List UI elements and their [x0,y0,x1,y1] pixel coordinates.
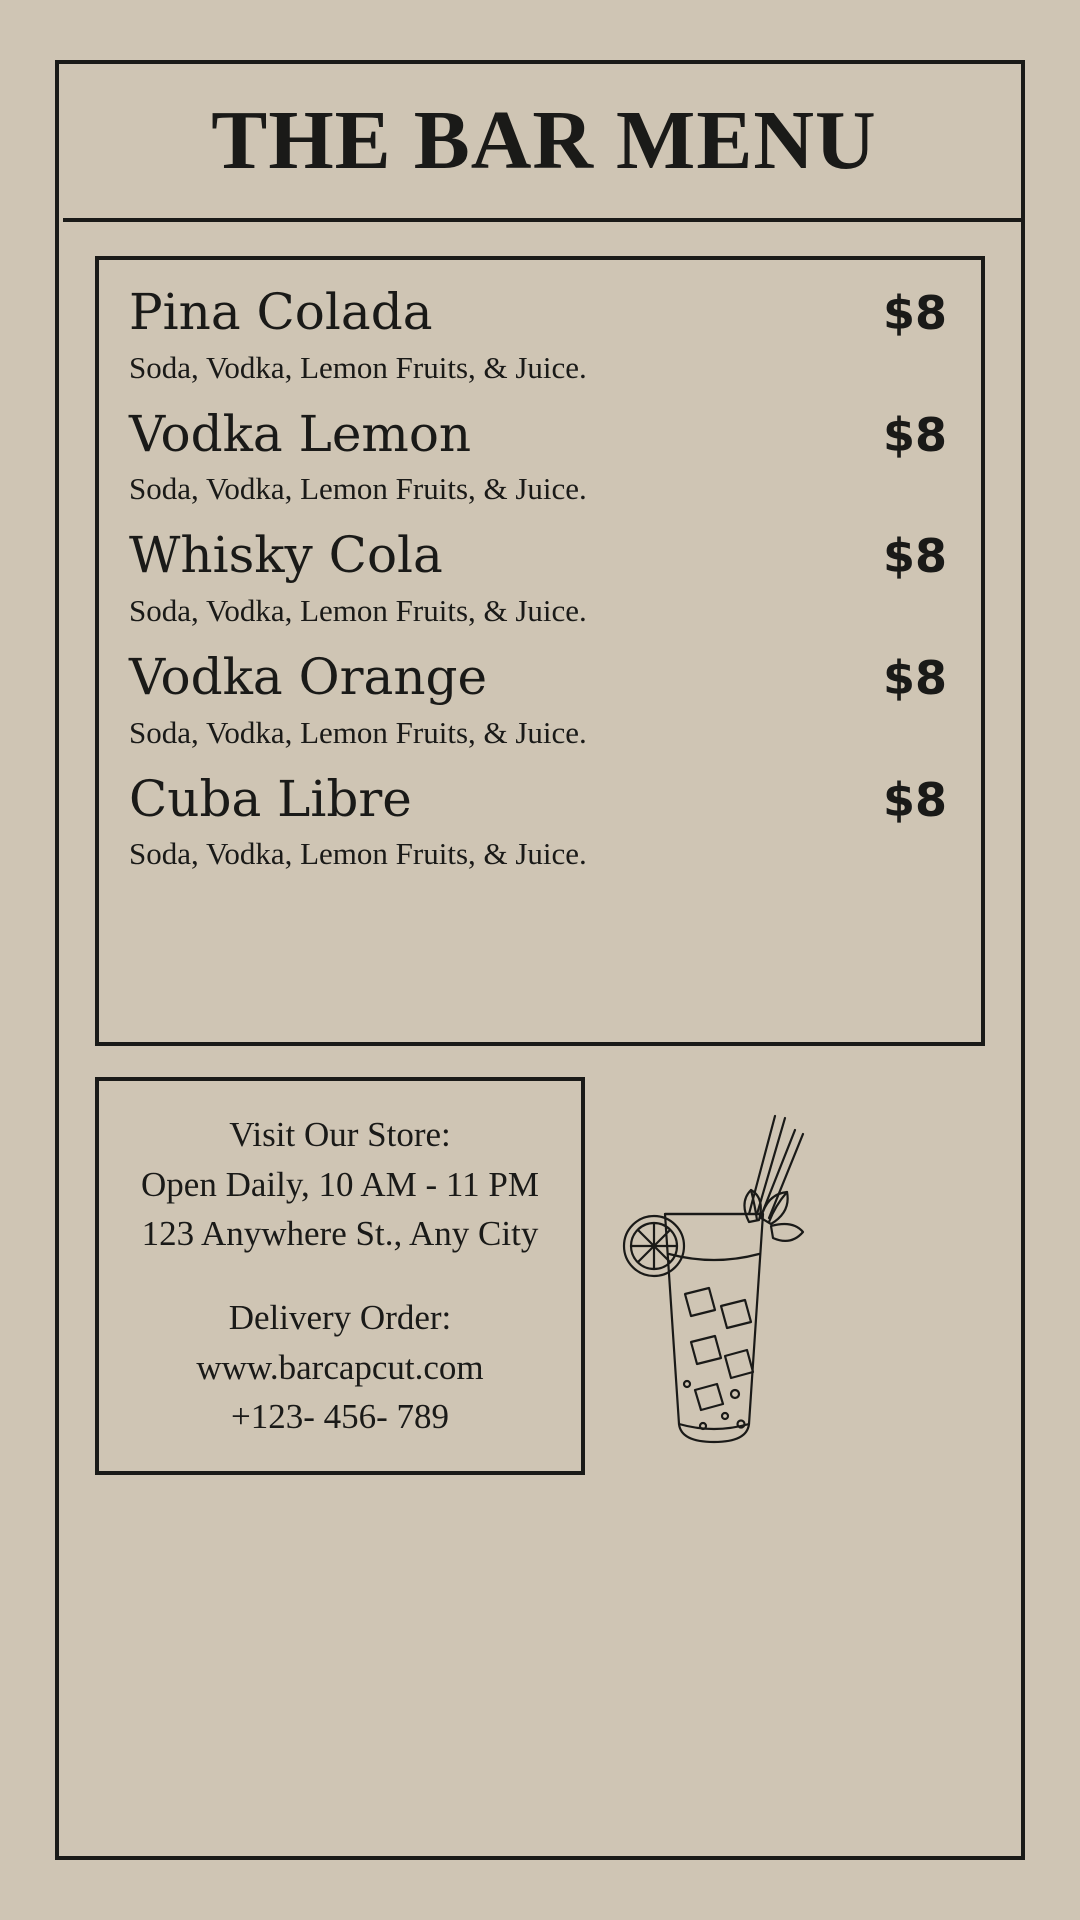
menu-item-description: Soda, Vodka, Lemon Fruits, & Juice. [129,471,587,507]
menu-items-section [95,256,985,1046]
menu-item-name: Cuba Libre [129,769,412,828]
menu-item-price: $8 [882,407,947,462]
delivery-heading: Delivery Order: [228,1298,452,1337]
list-item [129,526,951,629]
menu-item-row [129,769,951,828]
list-item [129,648,951,751]
store-address: 123 Anywhere St., Any City [141,1214,539,1254]
delivery-website[interactable]: www.barcapcut.com [196,1347,484,1387]
menu-item-name: Pina Colada [129,283,433,341]
menu-item-description: Soda, Vodka, Lemon Fruits, & Juice. [129,836,587,872]
delivery-phone[interactable]: +123- 456- 789 [230,1397,450,1437]
page-title: THE BAR MENU [211,94,877,187]
menu-item-description: Soda, Vodka, Lemon Fruits, & Juice. [129,714,587,750]
menu-item-row [129,283,951,341]
menu-item-description: Soda, Vodka, Lemon Fruits, & Juice. [129,592,587,628]
list-item [129,404,951,508]
cocktail-glass-icon [599,1094,829,1454]
menu-item-price: $8 [882,529,947,584]
store-info-section [95,1077,585,1475]
title-section [63,64,1025,222]
menu-item-description: Soda, Vodka, Lemon Fruits, & Juice. [129,349,587,385]
menu-item-row [129,404,951,463]
list-item [129,769,951,873]
menu-item-price: $8 [882,286,947,340]
menu-item-price: $8 [882,651,947,706]
menu-item-row [129,648,951,707]
store-hours: Open Daily, 10 AM - 11 PM [141,1164,539,1204]
list-item [129,283,951,386]
menu-item-name: Whisky Cola [129,526,443,585]
menu-poster [55,60,1025,1860]
menu-item-name: Vodka Orange [129,648,488,707]
menu-item-name: Vodka Lemon [129,404,472,463]
store-heading: Visit Our Store: [229,1114,451,1154]
menu-item-price: $8 [882,772,947,827]
menu-item-row [129,526,951,585]
